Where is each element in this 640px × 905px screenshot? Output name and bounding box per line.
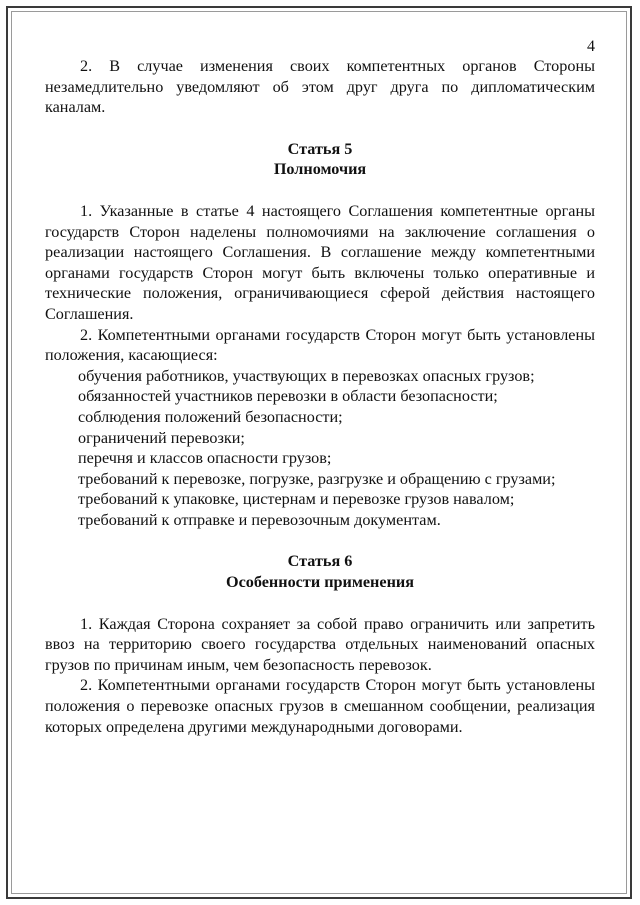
- list-item: требований к перевозке, погрузке, разгрузке и обращению с грузами;: [78, 469, 556, 488]
- article-5-paragraph-1: 1. Указанные в статье 4 настоящего Соглашения компетентные органы государств Сторон наделены полномочиями на заключение соглашения о реализации настоящего Соглашения. В соглашение между компетентными органами государств Сторон могут быть включены только оперативные и технические положения, ограничивающиеся сферой действия настоящего Соглашения.: [45, 201, 595, 323]
- list-item: ограничений перевозки;: [78, 428, 245, 447]
- document-body: [45, 56, 595, 737]
- list-item: требований к отправке и перевозочным документам.: [78, 510, 441, 529]
- article-5-list: [45, 366, 595, 531]
- article-5-heading: [45, 139, 595, 180]
- article-6-subtitle: Особенности применения: [226, 573, 414, 592]
- list-item: соблюдения положений безопасности;: [78, 407, 343, 426]
- list-item: перечня и классов опасности грузов;: [78, 449, 332, 468]
- list-item: требований к упаковке, цистернам и перевозке грузов навалом;: [78, 490, 515, 509]
- article-5-subtitle: Полномочия: [273, 160, 367, 179]
- list-item: обязанностей участников перевозки в области безопасности;: [78, 387, 498, 406]
- article-6-paragraph-1: 1. Каждая Сторона сохраняет за собой право ограничить или запретить ввоз на территорию своего государства отдельных наименований опасных грузов по причинам иным, чем безопасность перевозок.: [45, 614, 595, 674]
- page-number: 4: [587, 38, 595, 55]
- article-6-heading: [45, 551, 595, 592]
- article-5-paragraph-2: 2. Компетентными органами государств Сторон могут быть установлены положения, касающиеся:: [45, 325, 595, 365]
- intro-paragraph: 2. В случае изменения своих компетентных органов Стороны незамедлительно уведомляют об этом друг друга по дипломатическим каналам.: [45, 57, 595, 117]
- article-5-title: Статья 5: [287, 139, 353, 158]
- list-item: обучения работников, участвующих в перевозках опасных грузов;: [78, 366, 535, 385]
- article-6-title: Статья 6: [287, 552, 353, 571]
- article-6-paragraph-2: 2. Компетентными органами государств Сторон могут быть установлены положения о перевозке опасных грузов в смешанном сообщении, реализация которых определена другими международными договорами.: [45, 676, 595, 736]
